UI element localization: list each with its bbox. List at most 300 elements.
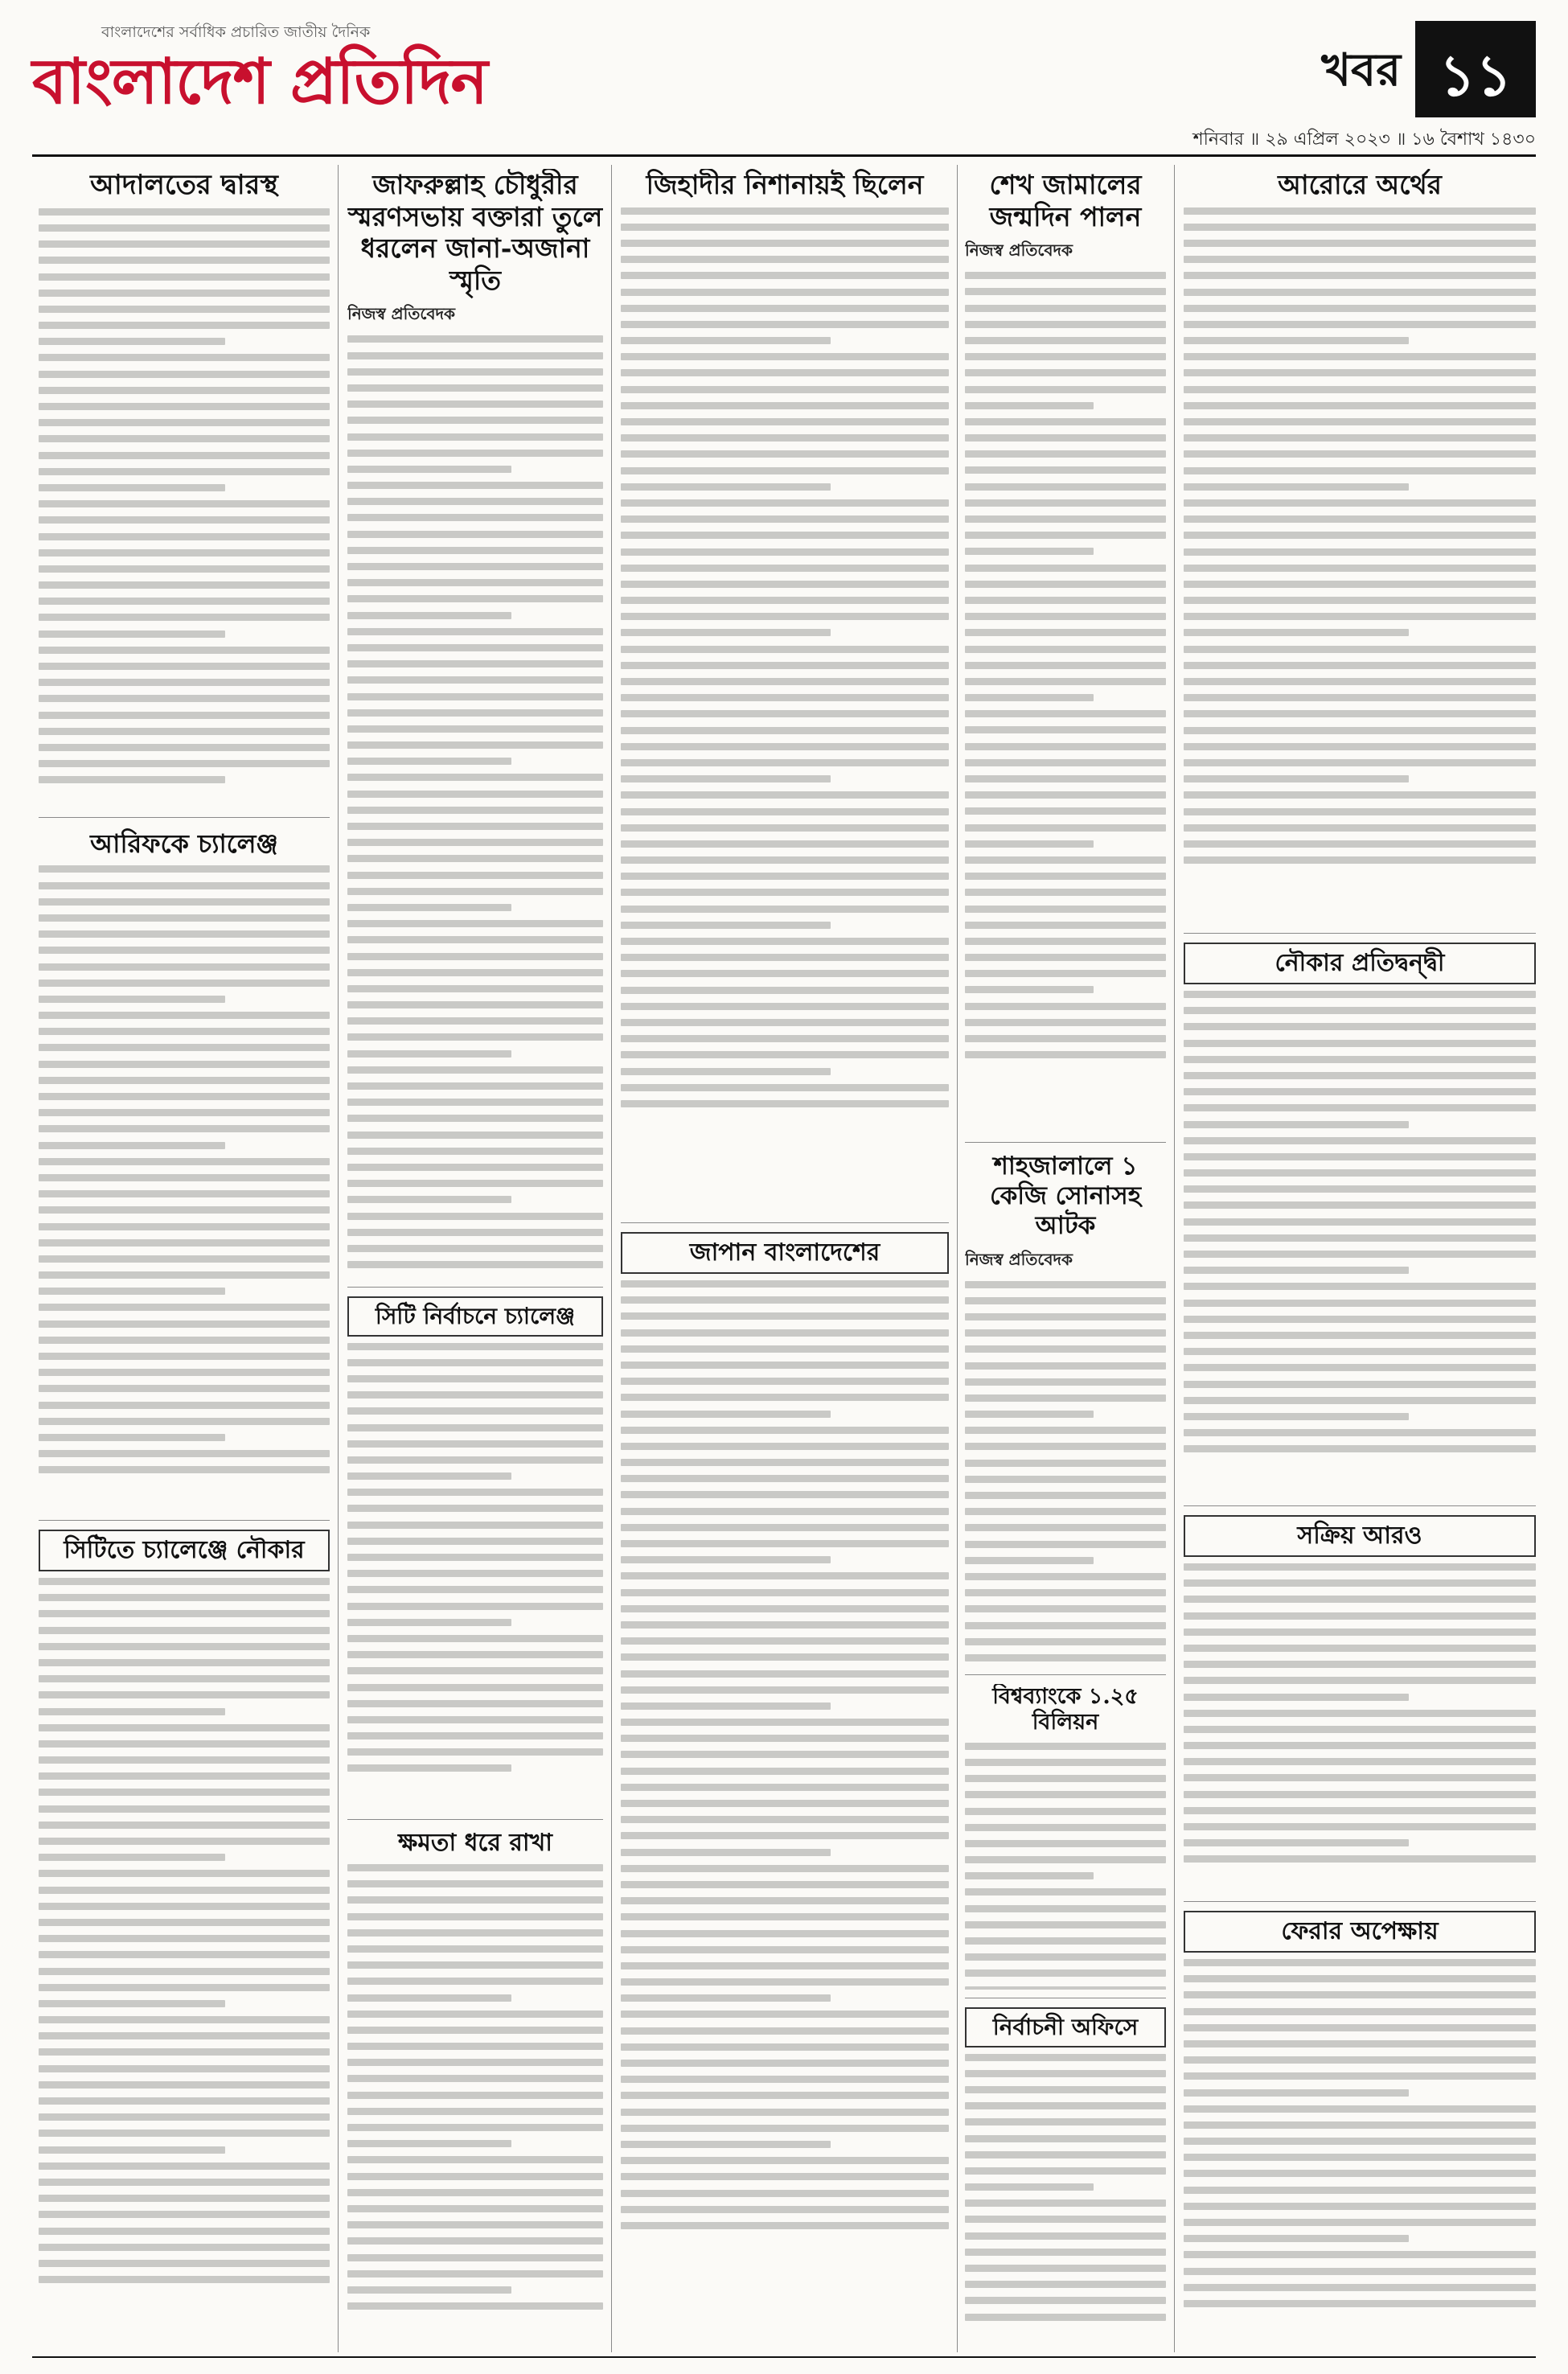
text-line xyxy=(39,1935,330,1942)
text-line xyxy=(39,679,330,686)
text-line xyxy=(347,2043,603,2050)
text-line xyxy=(621,824,949,832)
text-line xyxy=(1184,1596,1536,1603)
text-line xyxy=(347,758,511,765)
text-line xyxy=(621,938,949,945)
article-headline: শাহজালালে ১ কেজি সোনাসহ আটক xyxy=(990,1152,1141,1241)
text-line xyxy=(347,2059,603,2066)
text-line xyxy=(965,386,1166,393)
text-line xyxy=(39,1594,330,1601)
text-line xyxy=(39,273,330,281)
article-divider xyxy=(965,1674,1166,1675)
article-headline: আদালতের দ্বারস্থ xyxy=(90,169,278,201)
text-line xyxy=(39,1772,330,1780)
article-body xyxy=(965,1743,1166,1990)
text-line xyxy=(965,515,1166,523)
text-line xyxy=(965,1443,1166,1450)
text-line xyxy=(621,2092,949,2099)
text-line xyxy=(1184,1381,1536,1388)
text-line xyxy=(347,400,603,408)
text-line xyxy=(39,1659,330,1666)
text-line xyxy=(621,1019,949,1026)
text-line xyxy=(1184,856,1536,864)
article-city-election xyxy=(347,1296,603,1811)
article-headline: আরিফকে চ্যালেঞ্জ xyxy=(90,828,278,859)
text-line xyxy=(347,2156,603,2163)
text-line xyxy=(39,1304,330,1311)
article-world-bank xyxy=(965,1684,1166,1990)
text-line xyxy=(965,1638,1166,1645)
text-line xyxy=(347,1945,603,1953)
text-line xyxy=(621,791,949,799)
text-line xyxy=(39,1466,330,1473)
text-line xyxy=(347,1456,603,1464)
text-line xyxy=(347,1748,603,1756)
text-line xyxy=(621,2027,949,2035)
text-line xyxy=(39,1968,330,1975)
text-line xyxy=(39,865,330,873)
text-line xyxy=(1184,1267,1409,1274)
text-line xyxy=(39,1610,330,1617)
text-line xyxy=(347,579,603,586)
text-line xyxy=(39,371,330,378)
text-line xyxy=(347,450,603,457)
text-line xyxy=(39,695,330,702)
article-headline: শেখ জামালের জন্মদিন পালন xyxy=(989,169,1142,232)
text-line xyxy=(39,1450,330,1457)
text-line xyxy=(965,2232,1166,2240)
newspaper-name: বাংলাদেশ প্রতিদিন xyxy=(32,46,487,118)
text-line xyxy=(1184,597,1536,604)
text-line xyxy=(621,369,949,376)
text-line xyxy=(621,402,949,409)
article-sheikh-jamal xyxy=(965,169,1166,1134)
text-line xyxy=(347,1472,511,1480)
text-line xyxy=(621,1784,949,1791)
text-line xyxy=(347,2189,603,2196)
text-line xyxy=(1184,1348,1536,1355)
text-line xyxy=(347,368,603,376)
text-line xyxy=(1184,646,1536,653)
article-body xyxy=(347,335,603,1268)
text-line xyxy=(965,1573,1166,1580)
text-line xyxy=(1184,2089,1409,2097)
text-line xyxy=(1184,1251,1536,1258)
text-line xyxy=(347,547,603,554)
text-line xyxy=(965,1986,1166,1990)
text-line xyxy=(621,840,949,848)
text-line xyxy=(621,1978,949,1986)
text-line xyxy=(965,1905,1166,1912)
text-line xyxy=(347,2270,603,2277)
article-more-active xyxy=(1184,1515,1536,1893)
text-line xyxy=(39,2130,330,2137)
text-line xyxy=(621,1084,949,1091)
text-line xyxy=(965,970,1166,977)
text-line xyxy=(1184,1185,1536,1193)
text-line xyxy=(39,387,330,394)
text-line xyxy=(39,1854,225,1861)
text-line xyxy=(1184,2268,1536,2275)
text-line xyxy=(1184,1137,1536,1144)
text-line xyxy=(39,1125,330,1132)
section-header xyxy=(1321,21,1536,117)
text-line xyxy=(965,1937,1166,1945)
text-line xyxy=(39,1805,330,1813)
text-line xyxy=(965,337,1166,344)
text-line xyxy=(621,1962,949,1969)
text-line xyxy=(621,1329,949,1337)
text-line xyxy=(965,1394,1166,1402)
text-line xyxy=(39,1627,330,1634)
text-line xyxy=(1184,581,1536,588)
text-line xyxy=(39,306,330,313)
text-line xyxy=(347,660,603,667)
text-line xyxy=(39,1887,330,1894)
text-line xyxy=(621,954,949,961)
text-line xyxy=(621,646,949,653)
text-line xyxy=(965,1872,1094,1879)
text-line xyxy=(621,418,949,425)
text-line xyxy=(621,565,949,572)
text-line xyxy=(347,985,603,992)
text-line xyxy=(965,629,1166,636)
text-line xyxy=(1184,2219,1536,2226)
text-line xyxy=(621,727,949,734)
text-line xyxy=(347,595,603,602)
text-line xyxy=(621,2109,949,2116)
text-line xyxy=(621,1068,831,1075)
text-line xyxy=(965,581,1166,588)
text-line xyxy=(347,1716,603,1723)
text-line xyxy=(965,1953,1166,1961)
text-line xyxy=(621,272,949,279)
text-line xyxy=(621,1589,949,1596)
text-line xyxy=(621,353,949,360)
text-line xyxy=(1184,1007,1536,1014)
text-line xyxy=(1184,1397,1536,1404)
text-line xyxy=(965,613,1166,620)
text-line xyxy=(965,2281,1166,2288)
text-line xyxy=(39,1028,330,1035)
text-line xyxy=(965,369,1166,376)
text-line xyxy=(347,1700,603,1707)
text-line xyxy=(39,468,330,475)
text-line xyxy=(347,1554,603,1561)
text-line xyxy=(621,1427,949,1434)
text-line xyxy=(39,947,330,954)
text-line xyxy=(621,1378,949,1385)
article-headline: নৌকার প্রতিদ্বন্দ্বী xyxy=(1184,943,1536,984)
text-line xyxy=(1184,1218,1536,1226)
text-line xyxy=(621,1702,831,1710)
text-line xyxy=(1184,321,1536,328)
article-divider xyxy=(965,1142,1166,1143)
text-line xyxy=(347,352,603,359)
text-line xyxy=(621,1605,949,1612)
text-line xyxy=(1184,1234,1536,1242)
article-body xyxy=(965,2054,1166,2321)
text-line xyxy=(1184,1694,1409,1701)
text-line xyxy=(1184,2024,1536,2031)
text-line xyxy=(621,759,949,766)
text-line xyxy=(39,2276,330,2283)
text-line xyxy=(1184,2040,1536,2047)
text-line xyxy=(39,914,330,922)
text-line xyxy=(39,963,330,971)
article-headline: সিটিতে চ্যালেঞ্জে নৌকার xyxy=(39,1530,330,1571)
text-line xyxy=(621,1832,949,1839)
text-line xyxy=(39,2016,330,2023)
text-line xyxy=(1184,1758,1536,1765)
text-line xyxy=(1184,2251,1536,2258)
text-line xyxy=(621,1913,949,1920)
text-line xyxy=(621,1881,949,1888)
text-line xyxy=(347,1375,603,1382)
text-line xyxy=(39,1903,330,1910)
text-line xyxy=(1184,1661,1536,1668)
text-line xyxy=(39,614,330,621)
text-line xyxy=(347,774,603,781)
text-line xyxy=(39,2000,225,2007)
text-line xyxy=(621,694,949,701)
text-line xyxy=(347,1667,603,1674)
text-line xyxy=(621,1100,949,1107)
text-line xyxy=(39,882,330,889)
text-line xyxy=(965,2102,1166,2109)
text-line xyxy=(39,760,330,767)
text-line xyxy=(1184,353,1536,360)
text-line xyxy=(39,224,330,232)
dateline: শনিবার ॥ ২৯ এপ্রিল ২০২৩ ॥ ১৬ বৈশাখ ১৪৩০ xyxy=(1192,129,1536,150)
text-line xyxy=(1184,1023,1536,1030)
article-body xyxy=(965,272,1166,1058)
text-line xyxy=(1184,1332,1536,1339)
text-line xyxy=(1184,548,1536,556)
text-line xyxy=(621,1751,949,1758)
text-line xyxy=(965,1329,1166,1337)
text-line xyxy=(965,1589,1166,1596)
text-line xyxy=(1184,662,1536,669)
text-line xyxy=(347,1066,603,1074)
text-line xyxy=(1184,991,1536,998)
text-line xyxy=(965,1051,1166,1058)
text-line xyxy=(1184,1056,1536,1063)
text-line xyxy=(965,1297,1166,1304)
text-line xyxy=(621,1035,949,1042)
text-line xyxy=(347,1489,603,1496)
text-line xyxy=(621,775,831,782)
text-line xyxy=(621,1296,949,1304)
text-line xyxy=(621,1653,949,1661)
text-line xyxy=(621,2157,949,2164)
text-line xyxy=(621,1280,949,1288)
text-line xyxy=(1184,1445,1536,1452)
text-line xyxy=(39,647,330,654)
text-line xyxy=(621,1670,949,1678)
text-line xyxy=(39,1578,330,1585)
text-line xyxy=(621,1800,949,1807)
text-line xyxy=(347,1082,603,1090)
text-line xyxy=(621,1556,831,1563)
column-divider xyxy=(1174,165,1175,2352)
text-line xyxy=(347,709,603,717)
text-line xyxy=(39,663,330,670)
text-line xyxy=(965,1969,1166,1977)
text-line xyxy=(347,1896,603,1904)
text-line xyxy=(965,1856,1166,1863)
text-line xyxy=(347,823,603,830)
text-line xyxy=(965,710,1166,717)
text-line xyxy=(965,2167,1166,2175)
text-line xyxy=(39,1643,330,1650)
text-line xyxy=(39,1077,330,1084)
text-line xyxy=(39,1984,330,1991)
text-line xyxy=(965,1743,1166,1750)
text-line xyxy=(621,450,949,458)
text-line xyxy=(347,1880,603,1887)
text-line xyxy=(1184,305,1536,312)
text-line xyxy=(347,1229,603,1236)
text-line xyxy=(39,403,330,410)
text-line xyxy=(965,1378,1166,1386)
text-line xyxy=(1184,207,1536,215)
text-line xyxy=(621,1475,949,1482)
text-line xyxy=(39,484,225,491)
text-line xyxy=(39,1012,330,1019)
text-line xyxy=(347,628,603,635)
text-line xyxy=(347,1245,603,1252)
text-line xyxy=(965,1362,1166,1370)
article-arif-challenge xyxy=(39,828,330,1512)
text-line xyxy=(347,563,603,570)
text-line xyxy=(621,1897,949,1904)
text-line xyxy=(965,889,1166,896)
text-line xyxy=(1184,1645,1536,1652)
text-line xyxy=(965,856,1166,864)
text-line xyxy=(621,662,949,669)
article-body xyxy=(39,208,330,784)
text-line xyxy=(1184,1364,1536,1371)
text-line xyxy=(347,1538,603,1545)
text-line xyxy=(1184,824,1536,832)
text-line xyxy=(965,402,1094,409)
text-line xyxy=(965,662,1166,669)
text-line xyxy=(621,2141,831,2148)
logo-tagline: বাংলাদেশের সর্বাধিক প্রচারিত জাতীয় দৈনিক xyxy=(101,23,371,41)
text-line xyxy=(965,597,1166,604)
text-line xyxy=(621,240,949,247)
text-line xyxy=(621,2125,949,2132)
text-line xyxy=(965,1888,1166,1896)
text-line xyxy=(39,1061,330,1068)
masthead xyxy=(32,18,1536,154)
text-line xyxy=(1184,483,1409,491)
text-line xyxy=(39,712,330,719)
text-line xyxy=(965,840,1094,848)
text-line xyxy=(39,208,330,216)
text-line xyxy=(965,2054,1166,2061)
text-line xyxy=(965,2151,1166,2158)
text-line xyxy=(621,1051,949,1058)
article-headline: আরোরে অর্থের xyxy=(1278,169,1442,200)
text-line xyxy=(621,1003,949,1010)
text-line xyxy=(347,2092,603,2099)
text-line xyxy=(347,791,603,798)
text-line xyxy=(1184,1823,1536,1830)
text-line xyxy=(347,2075,603,2082)
article-divider xyxy=(347,1287,603,1288)
article-byline: নিজস্ব প্রতিবেদক xyxy=(965,1249,1073,1269)
text-line xyxy=(1184,1975,1536,1982)
text-line xyxy=(39,2228,330,2235)
text-line xyxy=(1184,434,1536,442)
article-body xyxy=(39,865,330,1473)
text-line xyxy=(39,2097,330,2105)
article-headline: সক্রিয় আরও xyxy=(1184,1515,1536,1557)
text-line xyxy=(39,2195,330,2202)
text-line xyxy=(621,581,949,588)
text-line xyxy=(1184,2105,1536,2113)
text-line xyxy=(347,531,603,538)
text-line xyxy=(1184,1807,1536,1814)
text-line xyxy=(347,2027,603,2034)
text-line xyxy=(39,898,330,906)
text-line xyxy=(347,2205,603,2212)
article-hold-power xyxy=(347,1829,603,2350)
text-line xyxy=(39,776,225,783)
text-line xyxy=(347,1050,511,1058)
text-line xyxy=(39,2065,330,2072)
text-line xyxy=(347,2108,603,2115)
article-byline: নিজস্ব প্রতিবেদক xyxy=(347,304,456,324)
text-line xyxy=(621,889,949,896)
text-line xyxy=(621,1411,831,1418)
article-boat-rival xyxy=(1184,943,1536,1497)
text-line xyxy=(347,1407,603,1415)
text-line xyxy=(965,548,1094,555)
article-headline: ফেরার অপেক্ষায় xyxy=(1184,1911,1536,1953)
text-line xyxy=(965,1541,1166,1548)
text-line xyxy=(347,384,603,392)
text-line xyxy=(621,305,949,312)
text-line xyxy=(1184,759,1536,766)
article-headline: বিশ্বব্যাংকে ১.২৫ বিলিয়ন xyxy=(992,1684,1139,1735)
text-line xyxy=(1184,1169,1536,1177)
text-line xyxy=(621,808,949,815)
text-line xyxy=(1184,1629,1536,1636)
text-line xyxy=(965,694,1094,701)
text-line xyxy=(39,2211,330,2218)
article-body xyxy=(621,207,949,1107)
text-line xyxy=(347,1213,603,1220)
text-line xyxy=(39,1158,330,1165)
text-line xyxy=(965,1019,1166,1026)
article-divider xyxy=(39,1520,330,1521)
text-line xyxy=(621,1362,949,1369)
text-line xyxy=(965,2297,1166,2304)
text-line xyxy=(39,354,330,361)
text-line xyxy=(347,904,511,911)
text-line xyxy=(1184,2138,1536,2145)
text-line xyxy=(965,646,1166,653)
text-line xyxy=(347,1651,603,1658)
text-line xyxy=(347,1978,603,1985)
text-line xyxy=(347,1261,603,1268)
text-line xyxy=(39,630,225,638)
text-line xyxy=(965,726,1166,733)
text-line xyxy=(1184,467,1536,474)
